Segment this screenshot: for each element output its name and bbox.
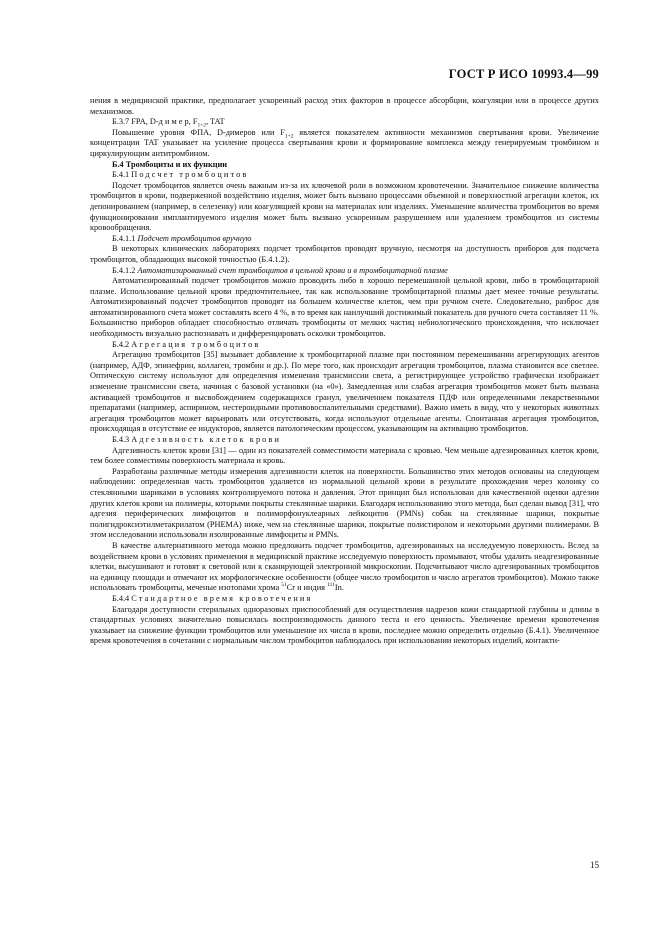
paragraph (90, 128, 599, 160)
paragraph-text: Повышение уровня ФПА, D-димеров или F (112, 127, 285, 137)
heading-text: Адгезивность клеток крови (131, 435, 281, 444)
heading-number: Б.4.4 (112, 593, 130, 603)
section-heading-b4: Б.4 Тромбоциты и их функции (112, 159, 228, 169)
section-heading-b41 (90, 170, 599, 181)
document-header: ГОСТ Р ИСО 10993.4—99 (448, 67, 599, 81)
page-number: 15 (590, 860, 599, 870)
section-heading-b42 (90, 340, 599, 351)
heading-text: Подсчет тромбоцитов вручную (137, 233, 252, 243)
paragraph-text: является показателем активности механизмов свертывания крови. Увеличение концентрации TAT указывает на усиление процесса свертывания крови и формирование комплекса между генерируемым тромбином и циркулирующим антитромбином. (90, 127, 599, 158)
paragraph: Благодаря доступности стерильных одноразовых приспособлений для осуществления надрезов кожи стандартной глубины и длины в стандартных условиях значительно повысилась воспроизводимость данного теста и его ценность. Увеличение времени кровотечения указывает на снижение функции тромбоцитов или уменьшение их числа в крови, последнее можно определить отдельно (Б.4.1). Увеличенное время кровотечения в сочетании с нормальным числом тромбоцитов наблюдалось при использовании некоторых изделий, контакти- (90, 604, 599, 646)
paragraph (90, 541, 599, 594)
paragraph: Адгезивность клеток крови [31] — один из показателей совместимости материала с кровью. Чем меньше адгезированных клеток крови, тем более совместимы поверхность материала и кровь. (90, 445, 599, 466)
document-body (90, 96, 599, 647)
paragraph-text: В качестве альтернативного метода можно предложить подсчет тромбоцитов, адгезированных на исследуемую поверхность. Вслед за воздействием крови в условиях применения в медицинской практике исследуемую поверхность промывают, чтобы удалить неадгезированные клетки, высушивают и готовят к световой или к сканирующей электронной микроскопии. Подсчитывают число адгезированных тромбоцитов на единицу площади и отмечают их морфологические особенности (общее число тромбоцитов и число агрегатов тромбоцитов). Можно также использовать тромбоциты, меченые изотопами хрома (90, 540, 599, 593)
superscript: 51 (281, 582, 287, 589)
section-heading-b37 (90, 117, 599, 128)
section-heading-b44 (90, 594, 599, 605)
paragraph-text: Cr и индия (286, 583, 328, 593)
section-heading-b43 (90, 435, 599, 446)
paragraph-text: In. (334, 583, 344, 593)
heading-text: Агрегация тромбоцитов (131, 339, 261, 349)
section-heading-b411 (90, 234, 599, 245)
heading-text: Подсчет тромбоцитов (131, 170, 249, 180)
section-heading-b412 (90, 266, 599, 277)
heading-number: Б.4.3 (112, 435, 130, 444)
paragraph: Агрегацию тромбоцитов [35] вызывает добавление к тромбоцитарной плазме при постоянном перемешивании агрегирующих агентов (например, АДФ, эпинефрин, коллаген, тромбин и др.). По мере того, как происходит агрегация тромбоцитов, плазма становится все светлее. Оптическую систему используют для определения изменения трансмиссии света, а регистрирующее устройство графически изображает изменение трансмиссии света, начиная с базовой установки (на «0»). Замедленная или слабая агрегация тромбоцитов может быть вызвана активацией тромбоцитов и высвобождением содержащихся гранул, увеличением показателя ПДФ или определенными лекарственными препаратами (например, аспирином, нестероидными противовоспалительными средствами). Важно иметь в виду, что у некоторых животных агрегация тромбоцитов может варьировать или отсутствовать, когда используют отдельные агенты. Спонтанная агрегация тромбоцитов, происходящая в отсутствие ее индукторов, является патологическим процессом, указывающим на активацию тромбоцитов. (90, 350, 599, 434)
heading-number: Б.4.1.1 (112, 233, 136, 243)
paragraph: В некоторых клинических лабораториях подсчет тромбоцитов проводят вручную, несмотря на доступность приборов для подсчета тромбоцитов, обладающих высокой точностью (Б.4.1.2). (90, 244, 599, 264)
subscript: 1+2 (197, 122, 207, 129)
paragraph: Подсчет тромбоцитов является очень важным из-за их ключевой роли в возможном кровотечении. Значительное снижение количества тромбоцитов в крови, подверженной воздействию изделия, может быть вызвано процессами объемной и поверхностной агрегации клеток, их депонированием (например, в селезенку) или коагулящией крови на материалах или изделиях. Уменьшение количества тромбоцитов во время функционирования имплантируемого изделия может быть вызвано ускоренным разрушением или удалением тромбоцитов из системы кровообращения. (90, 180, 599, 233)
heading-text: Б.3.7 FPA, D-д и м е р, F (112, 117, 198, 127)
heading-text: Стандартное время кровотечения (131, 593, 313, 603)
paragraph: Разработаны различные методы измерения адгезивности клеток на поверхности. Большинство этих методов основаны на следующем наблюдении: определенная часть тромбоцитов удаляется из нормальной цельной крови в результате прохождения через колонку со стеклянными шариками в условиях контролируемого потока и давления. Этот принцип был использован для качественной оценки адгезии других клеток крови на полимеры, которыми покрыты стеклянные шарики. Благодаря использованию этого метода, был сделан вывод [31], что адгезия периферических лимфоцитов и полиморфонуклеарных лейкоцитов (PMNs) собак на стеклянные шарики, покрытые полигидроксиэтилметакрилатом (PHEMA) ниже, чем на стеклянные шарики, покрытые полистиролом и некоторыми другими полимерами. В этом исследовании использовали изолированные лимфоциты и PMNs. (90, 466, 599, 540)
subscript: 1+2 (284, 133, 294, 140)
heading-number: Б.4.1.2 (112, 265, 136, 275)
heading-number: Б.4.2 (112, 339, 130, 349)
superscript: 111 (327, 582, 335, 589)
heading-number: Б.4.1 (112, 170, 130, 180)
heading-text: Автоматизированный счет тромбоцитов в цельной крови и в тромбоцитарной плазме (137, 265, 448, 275)
heading-tail: , TAT (206, 117, 225, 127)
paragraph: нения в медицинской практике, предполагает ускоренный расход этих факторов в процессе абсорбции, коагуляции или в процессе других механизмов. (90, 96, 599, 116)
paragraph: Автоматизированный подсчет тромбоцитов можно проводить либо в хорошо перемешанной цельной крови, либо в тромбоцитарной плазме. Использование цельной крови предпочтительнее, так как использование тромбоцитарной плазмы дает менее точные результаты. Автоматизированный подсчет тромбоцитов проводят на большем количестве клеток, чем при ручном счете. Следовательно, разброс для автоматизированного счета может составлять всего 4 %, в то время как наилучший достижимый показатель для ручного счета составляет 11 %. Большинство приборов обладает способностью отличать тромбоциты от мелких частиц небиологического происхождения, что исключает необходимость визуально распознавать и дифференцировать осколки тромбоцитов. (90, 276, 599, 339)
